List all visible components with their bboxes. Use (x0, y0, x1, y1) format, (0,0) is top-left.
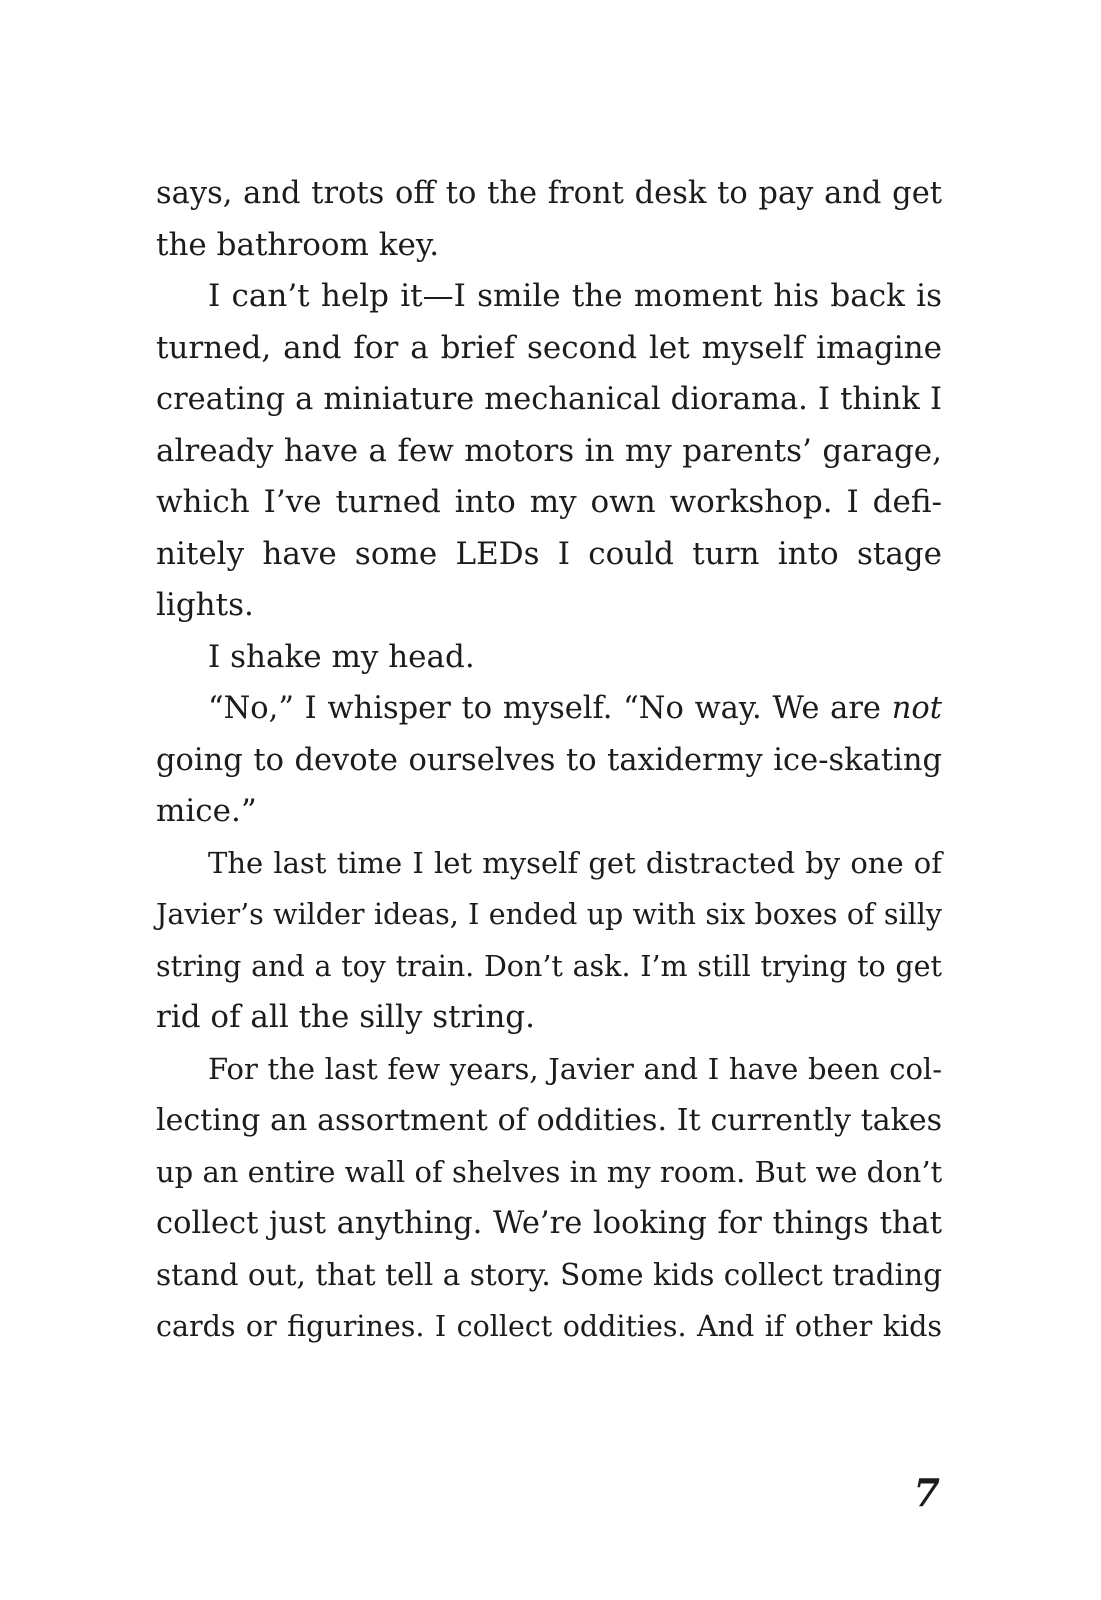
text-line: rid of all the silly string. (156, 999, 535, 1035)
text-line: I can’t help it—I smile the moment his back is (208, 278, 942, 314)
text-line: I shake my head. (208, 638, 475, 675)
text-line: up an entire wall of shelves in my room. But we don’t (156, 1154, 943, 1189)
text-line: cards or figurines. I collect oddities. And if other kids (156, 1310, 942, 1343)
text-line: already have a few motors in my parents’ garage, (156, 432, 942, 469)
text-line: says, and trots off to the front desk to pay and get (156, 176, 942, 211)
text-line: The last time I let myself get distracted by one of (208, 845, 942, 880)
page-number: 7 (913, 1470, 940, 1515)
text-line: string and a toy train. Don’t ask. I’m still trying to get (156, 949, 942, 983)
text-line: lecting an assortment of oddities. It currently takes (156, 1103, 942, 1138)
text-line: which I’ve turned into my own workshop. I defi- (156, 484, 942, 520)
text-line: lights. (156, 587, 254, 623)
text-line: mice.” (156, 793, 257, 829)
text-line: nitely have some LEDs I could turn into stage (156, 535, 942, 572)
text-line (156, 683, 942, 735)
emphasis-text: not (891, 691, 942, 726)
text-line: For the last few years, Javier and I have been col- (208, 1051, 942, 1086)
body-text (156, 168, 942, 1353)
line-text: “No,” I whisper to myself. “No way. We are (208, 691, 892, 726)
text-line: the bathroom key. (156, 226, 440, 263)
text-line: turned, and for a brief second let myself imagine (156, 329, 942, 366)
text-line: creating a miniature mechanical diorama. I think I (156, 382, 942, 417)
text-line: stand out, that tell a story. Some kids collect trading (156, 1257, 942, 1292)
text-line: going to devote ourselves to taxidermy ice-skating (156, 742, 942, 778)
text-line: Javier’s wilder ideas, I ended up with six boxes of silly (156, 898, 942, 931)
text-line: collect just anything. We’re looking for things that (156, 1206, 942, 1241)
